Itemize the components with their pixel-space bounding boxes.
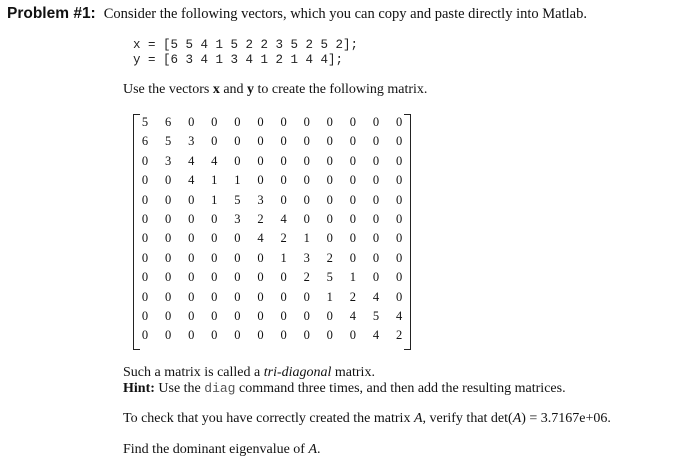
tridiagonal-matrix [133, 114, 411, 350]
matrix-cell: 0 [234, 134, 241, 149]
matrix-cell: 0 [164, 250, 172, 265]
var-x: x [212, 82, 220, 97]
matrix-cell: 0 [395, 270, 403, 285]
matrix-cell: 0 [326, 192, 333, 207]
tri-note-term: tri-diagonal [263, 365, 332, 380]
matrix-cell: 0 [257, 309, 264, 323]
matrix-cell: 2 [395, 328, 403, 343]
instruction-and: and [219, 82, 248, 97]
problem-header [7, 5, 587, 23]
matrix-cell: 0 [211, 134, 218, 149]
matrix-cell: 5 [164, 134, 172, 149]
matrix-cell: 0 [349, 328, 357, 343]
hint-suffix: command three times, and then add the resulting matrices. [235, 381, 566, 396]
matrix-cell: 0 [303, 153, 310, 168]
check-line [123, 411, 611, 427]
matrix-cell: 6 [164, 115, 172, 129]
matrix-cell: 0 [141, 212, 149, 226]
var-y: y [247, 82, 255, 97]
matrix-cell: 0 [211, 250, 218, 265]
matrix-cell: 0 [164, 173, 172, 188]
matrix-cell: 0 [234, 153, 241, 168]
matrix-cell: 0 [395, 115, 403, 129]
matrix-cell: 0 [280, 309, 287, 323]
matrix-cell: 0 [349, 115, 357, 129]
matrix-cell: 0 [395, 212, 403, 226]
matrix-cell: 1 [211, 192, 218, 207]
matrix-cell: 0 [349, 192, 357, 207]
hint-code: diag [204, 381, 236, 396]
check-var2: A [512, 411, 522, 426]
matrix-cell: 0 [280, 270, 287, 285]
code-line-y: y = [6 3 4 1 3 4 1 2 1 4 4]; [133, 53, 344, 67]
matrix-cell: 0 [188, 212, 195, 226]
matrix-cell: 0 [326, 309, 333, 323]
matrix-cell: 0 [141, 173, 149, 188]
matrix-cell: 1 [303, 231, 310, 246]
eig-prefix: Find the dominant eigenvalue of [123, 442, 309, 457]
hint-line [123, 381, 566, 397]
matrix-cell: 6 [141, 134, 149, 149]
matrix-cell: 0 [326, 231, 333, 246]
matrix-cell: 0 [280, 134, 287, 149]
eig-suffix: . [317, 442, 321, 457]
matrix-cell: 0 [188, 289, 195, 304]
matrix-cell: 0 [280, 289, 287, 304]
matrix-cell: 0 [349, 250, 357, 265]
matrix-cell: 0 [141, 231, 149, 246]
matrix-cell: 4 [395, 309, 403, 323]
matrix-cell: 0 [257, 289, 264, 304]
matrix-cell: 0 [211, 231, 218, 246]
matrix-cell: 1 [280, 250, 287, 265]
matrix-cell: 0 [234, 250, 241, 265]
matrix-cell: 0 [234, 231, 241, 246]
matrix-cell: 0 [141, 153, 149, 168]
check-suffix: ) = 3.7167e+06. [521, 411, 611, 426]
matrix-cell: 0 [395, 153, 403, 168]
check-mid: , verify that det( [422, 411, 513, 426]
matrix-cell: 0 [188, 309, 195, 323]
matrix-cell: 0 [257, 328, 264, 343]
matrix-cell: 0 [234, 289, 241, 304]
matrix-cell: 0 [188, 115, 195, 129]
matrix-cell: 5 [326, 270, 333, 285]
matrix-cell: 3 [188, 134, 195, 149]
matrix-cell: 0 [303, 309, 310, 323]
matrix-cell: 5 [141, 115, 149, 129]
eig-var: A [308, 442, 318, 457]
matrix-cell: 0 [211, 212, 218, 226]
matrix-cell: 0 [257, 134, 264, 149]
matrix-cell: 0 [164, 270, 172, 285]
matrix-cell: 0 [303, 134, 310, 149]
matrix-cell: 0 [257, 270, 264, 285]
matrix-cell: 0 [326, 153, 333, 168]
matrix-cell: 0 [280, 153, 287, 168]
eigenvalue-question [123, 442, 321, 458]
matrix-cell: 2 [280, 231, 287, 246]
matrix-cell: 1 [349, 270, 357, 285]
matrix-cell: 0 [372, 231, 380, 246]
matrix-cell: 0 [257, 115, 264, 129]
matrix-cell: 4 [257, 231, 264, 246]
matrix-cell: 0 [141, 270, 149, 285]
matrix-cell: 3 [234, 212, 241, 226]
matrix-cell: 0 [164, 289, 172, 304]
matrix-cell: 0 [188, 192, 195, 207]
matrix-cell: 4 [372, 289, 380, 304]
matrix-cell: 0 [234, 270, 241, 285]
matrix-cell: 3 [164, 153, 172, 168]
matrix-cell: 0 [303, 192, 310, 207]
matrix-cell: 0 [303, 289, 310, 304]
matrix-cell: 0 [372, 134, 380, 149]
matrix-cell: 0 [349, 173, 357, 188]
matrix-cell: 0 [326, 173, 333, 188]
hint-prefix: Use the [154, 381, 205, 396]
matrix-cell: 3 [303, 250, 310, 265]
matrix-cell: 0 [303, 115, 310, 129]
matrix-cell: 0 [141, 250, 149, 265]
matrix-cell: 0 [211, 115, 218, 129]
tri-note-prefix: Such a matrix is called a [123, 365, 264, 380]
matrix-cell: 0 [188, 270, 195, 285]
instruction-line [123, 82, 427, 98]
check-prefix: To check that you have correctly created the matrix [123, 411, 414, 426]
matrix-cell: 0 [395, 173, 403, 188]
matrix-cell: 0 [280, 173, 287, 188]
matrix-cell: 0 [372, 212, 380, 226]
matrix-cell: 0 [188, 250, 195, 265]
matrix-cell: 0 [257, 153, 264, 168]
matrix-cell: 0 [280, 115, 287, 129]
matrix-cell: 0 [280, 192, 287, 207]
tridiagonal-note [123, 365, 375, 381]
matrix-cell: 4 [188, 173, 195, 188]
matrix-cell: 4 [188, 153, 195, 168]
matrix-cell: 0 [372, 153, 380, 168]
matrix-cell: 0 [164, 192, 172, 207]
matrix-cell: 0 [234, 309, 241, 323]
matrix-cell: 0 [234, 115, 241, 129]
matrix-cell: 0 [141, 309, 149, 323]
matrix-cell: 4 [280, 212, 287, 226]
matrix-cell: 0 [211, 309, 218, 323]
matrix-cell: 0 [395, 192, 403, 207]
matrix-cell: 0 [372, 270, 380, 285]
matrix-cell: 5 [372, 309, 380, 323]
matrix-cell: 0 [164, 231, 172, 246]
matrix-cell: 0 [372, 250, 380, 265]
matrix-cell: 0 [211, 289, 218, 304]
matrix-cell: 1 [211, 173, 218, 188]
matrix-cell: 0 [211, 270, 218, 285]
instruction-prefix: Use the vectors [123, 82, 213, 97]
matrix-cell: 3 [257, 192, 264, 207]
matrix-cell: 0 [164, 309, 172, 323]
matrix-cell: 0 [141, 328, 149, 343]
matrix-cell: 0 [372, 173, 380, 188]
matrix-cell: 0 [326, 212, 333, 226]
matrix-cell: 0 [349, 212, 357, 226]
matrix-cell: 0 [395, 134, 403, 149]
matrix-cell: 0 [326, 328, 333, 343]
matrix-cell: 0 [188, 231, 195, 246]
matrix-cell: 0 [303, 173, 310, 188]
matrix-cell: 0 [234, 328, 241, 343]
matrix-cell: 0 [257, 250, 264, 265]
matrix-cell: 0 [349, 153, 357, 168]
matrix-cell: 0 [303, 212, 310, 226]
matrix-cell: 0 [211, 328, 218, 343]
problem-intro: Consider the following vectors, which you can copy and paste directly into Matlab. [103, 6, 587, 22]
matrix-cell: 0 [303, 328, 310, 343]
matrix-cell: 4 [349, 309, 357, 323]
matrix-cell: 4 [372, 328, 380, 343]
matrix-cell: 2 [303, 270, 310, 285]
matrix-cell: 0 [164, 328, 172, 343]
matrix-cell: 0 [141, 192, 149, 207]
hint-label: Hint: [123, 381, 155, 396]
problem-label: Problem #1: [7, 5, 96, 22]
matrix-cell: 0 [395, 289, 403, 304]
matrix-cell: 5 [234, 192, 241, 207]
matrix-cell: 0 [141, 289, 149, 304]
matrix-cell: 0 [349, 231, 357, 246]
matrix-cell: 0 [280, 328, 287, 343]
matrix-cell: 0 [326, 115, 333, 129]
matrix-cell: 0 [188, 328, 195, 343]
matrix-cell: 0 [372, 115, 380, 129]
matrix-cell: 2 [349, 289, 357, 304]
matrix-cell: 0 [372, 192, 380, 207]
matrix-cell: 0 [349, 134, 357, 149]
code-line-x: x = [5 5 4 1 5 2 2 3 5 2 5 2]; [133, 38, 359, 52]
matrix-cell: 2 [326, 250, 333, 265]
matrix-cell: 0 [395, 250, 403, 265]
matrix-cell: 0 [395, 231, 403, 246]
matrix-cell: 1 [326, 289, 333, 304]
matrix-cell: 0 [257, 173, 264, 188]
matrix-cell: 4 [211, 153, 218, 168]
instruction-suffix: to create the following matrix. [254, 82, 428, 97]
matrix-cell: 1 [234, 173, 241, 188]
tri-note-suffix: matrix. [331, 365, 375, 380]
matrix-cell: 0 [326, 134, 333, 149]
matrix-cell: 0 [164, 212, 172, 226]
check-var: A [413, 411, 423, 426]
matrix-cell: 2 [257, 212, 264, 226]
